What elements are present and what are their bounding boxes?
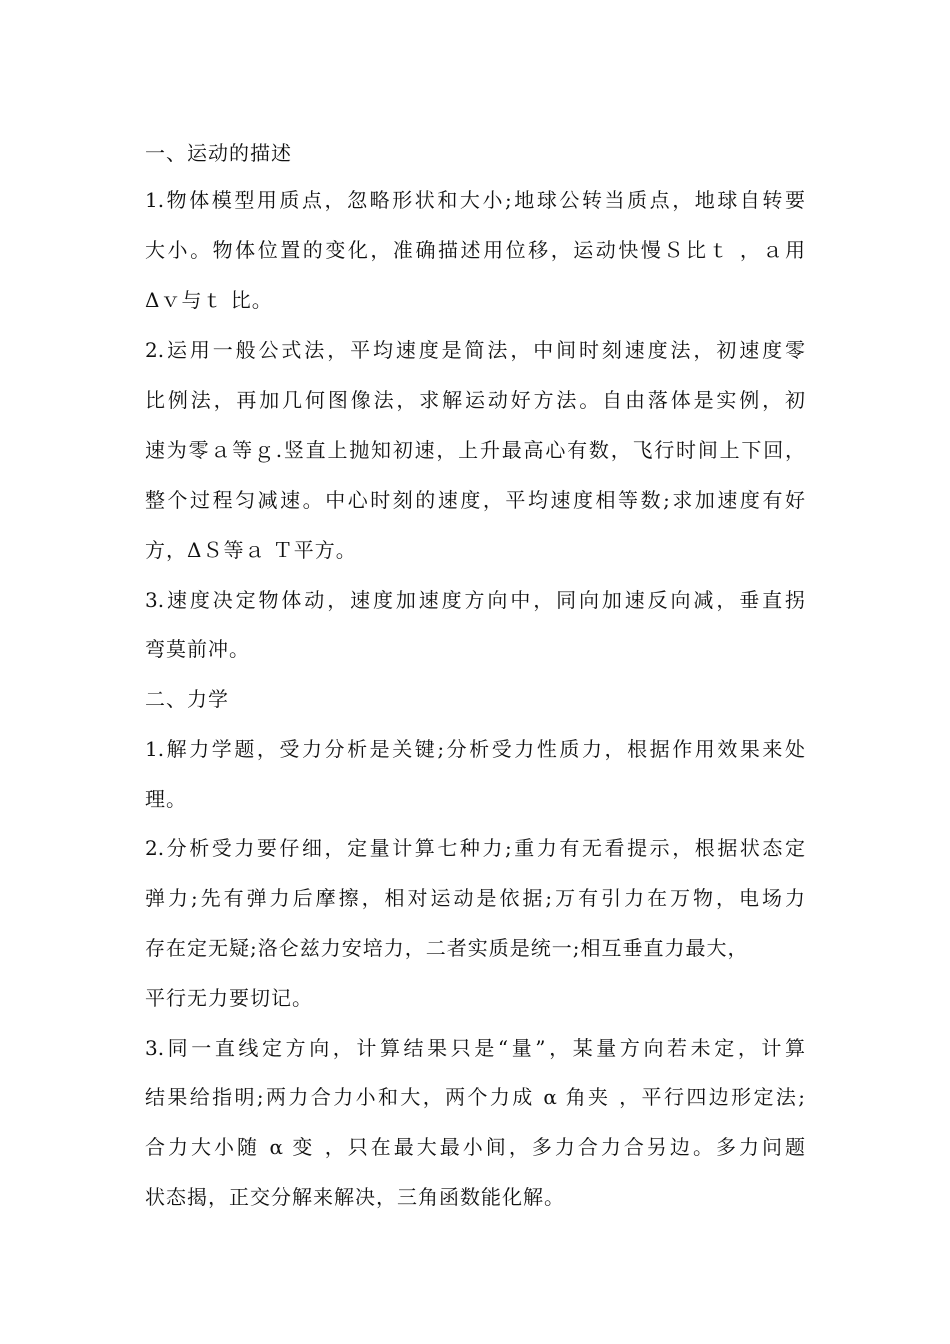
paragraph-line: 方，ΔＳ等ａ Ｔ平方。 — [145, 538, 357, 562]
section-heading-mechanics: 二、力学 — [145, 687, 229, 711]
paragraph-line: 1.物体模型用质点，忽略形状和大小;地球公转当质点，地球自转要 — [145, 188, 805, 212]
paragraph-line: 整个过程匀减速。中心时刻的速度，平均速度相等数;求加速度有好 — [145, 488, 805, 512]
paragraph-line: 存在定无疑;洛仑兹力安培力，二者实质是统一;相互垂直力最大， — [145, 936, 749, 960]
paragraph-line: 大小。物体位置的变化，准确描述用位移，运动快慢Ｓ比ｔ ，ａ用 — [145, 238, 805, 262]
paragraph-line: 1.解力学题，受力分析是关键;分析受力性质力，根据作用效果来处 — [145, 737, 805, 761]
paragraph-line: 3.速度决定物体动，速度加速度方向中，同向加速反向减，垂直拐 — [145, 588, 805, 612]
paragraph-line: 弹力;先有弹力后摩擦，相对运动是依据;万有引力在万物，电场力 — [145, 886, 805, 910]
paragraph-line: 3.同一直线定方向，计算结果只是“量”，某量方向若未定，计算 — [145, 1036, 805, 1060]
paragraph-line: 理。 — [145, 787, 187, 811]
paragraph-line: 平行无力要切记。 — [145, 986, 313, 1010]
paragraph-line: 比例法，再加几何图像法，求解运动好方法。自由落体是实例，初 — [145, 388, 805, 412]
section-heading-motion: 一、运动的描述 — [145, 141, 292, 165]
paragraph-line: 2.运用一般公式法，平均速度是简法，中间时刻速度法，初速度零 — [145, 338, 805, 362]
paragraph-line: Δｖ与ｔ 比。 — [145, 288, 273, 312]
paragraph-line: 弯莫前冲。 — [145, 637, 250, 661]
paragraph-line: 合力大小随 α 变 ，只在最大最小间，多力合力合另边。多力问题 — [145, 1135, 805, 1159]
paragraph-line: 状态揭，正交分解来解决，三角函数能化解。 — [145, 1185, 565, 1209]
paragraph-line: 速为零ａ等ｇ.竖直上抛知初速，上升最高心有数，飞行时间上下回， — [145, 438, 805, 462]
paragraph-line: 2.分析受力要仔细，定量计算七种力;重力有无看提示，根据状态定 — [145, 836, 805, 860]
paragraph-line: 结果给指明;两力合力小和大，两个力成 α 角夹 ，平行四边形定法; — [145, 1085, 805, 1109]
